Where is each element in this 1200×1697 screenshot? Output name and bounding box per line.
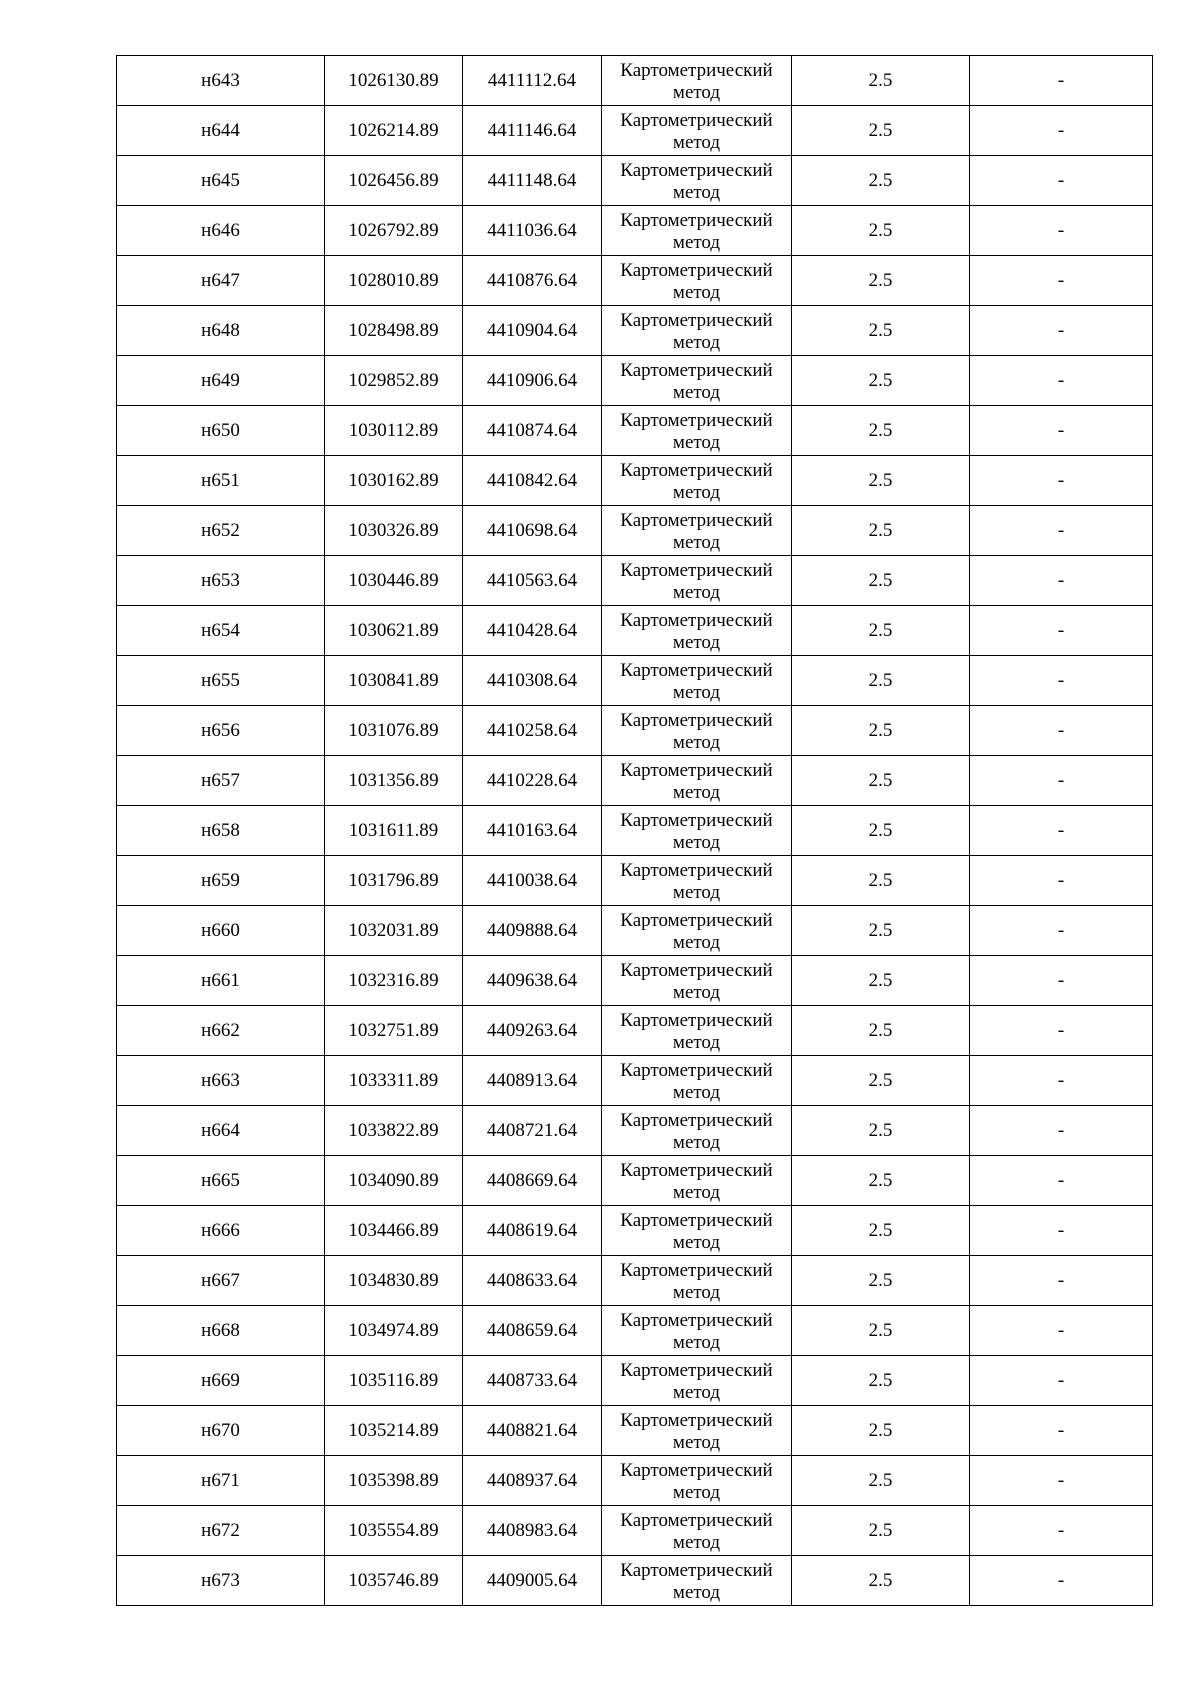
- y-coordinate-cell: 4410904.64: [463, 306, 602, 356]
- table-row: [117, 1156, 1153, 1206]
- x-coordinate-cell: 1035554.89: [325, 1506, 463, 1556]
- method-cell: [602, 1406, 792, 1456]
- method-cell: [602, 806, 792, 856]
- table-row: [117, 206, 1153, 256]
- table-row: [117, 106, 1153, 156]
- method-cell: [602, 756, 792, 806]
- table-row: [117, 556, 1153, 606]
- method-line-1: Картометрический: [620, 1309, 773, 1331]
- y-coordinate-cell: 4410428.64: [463, 606, 602, 656]
- point-name-cell: н650: [117, 406, 325, 456]
- point-name-cell: н668: [117, 1306, 325, 1356]
- table-row: [117, 306, 1153, 356]
- method-line-2: метод: [672, 931, 721, 953]
- x-coordinate-cell: 1030326.89: [325, 506, 463, 556]
- method-line-1: Картометрический: [620, 1009, 773, 1031]
- method-cell: [602, 256, 792, 306]
- method-cell: [602, 356, 792, 406]
- method-line-2: метод: [672, 781, 721, 803]
- y-coordinate-cell: 4408633.64: [463, 1256, 602, 1306]
- method-line-1: Картометрический: [620, 59, 773, 81]
- note-cell: -: [970, 206, 1153, 256]
- method-line-1: Картометрический: [620, 1359, 773, 1381]
- method-line-1: Картометрический: [620, 209, 773, 231]
- point-name-cell: н655: [117, 656, 325, 706]
- point-name-cell: н653: [117, 556, 325, 606]
- method-cell: [602, 706, 792, 756]
- note-cell: -: [970, 406, 1153, 456]
- accuracy-cell: 2.5: [792, 1156, 970, 1206]
- method-line-1: Картометрический: [620, 159, 773, 181]
- point-name-cell: н658: [117, 806, 325, 856]
- accuracy-cell: 2.5: [792, 556, 970, 606]
- method-line-2: метод: [672, 1581, 721, 1603]
- point-name-cell: н669: [117, 1356, 325, 1406]
- x-coordinate-cell: 1032031.89: [325, 906, 463, 956]
- method-cell: [602, 1056, 792, 1106]
- method-cell: [602, 406, 792, 456]
- table-row: [117, 1056, 1153, 1106]
- x-coordinate-cell: 1034090.89: [325, 1156, 463, 1206]
- method-cell: [602, 1206, 792, 1256]
- note-cell: -: [970, 106, 1153, 156]
- x-coordinate-cell: 1026130.89: [325, 56, 463, 106]
- point-name-cell: н649: [117, 356, 325, 406]
- note-cell: -: [970, 156, 1153, 206]
- method-line-2: метод: [672, 731, 721, 753]
- accuracy-cell: 2.5: [792, 156, 970, 206]
- point-name-cell: н660: [117, 906, 325, 956]
- method-cell: [602, 1106, 792, 1156]
- y-coordinate-cell: 4410876.64: [463, 256, 602, 306]
- note-cell: -: [970, 56, 1153, 106]
- x-coordinate-cell: 1034466.89: [325, 1206, 463, 1256]
- table-row: [117, 606, 1153, 656]
- table-row: [117, 56, 1153, 106]
- method-line-2: метод: [672, 481, 721, 503]
- y-coordinate-cell: 4410258.64: [463, 706, 602, 756]
- table-row: [117, 656, 1153, 706]
- note-cell: -: [970, 856, 1153, 906]
- method-line-1: Картометрический: [620, 1409, 773, 1431]
- y-coordinate-cell: 4408983.64: [463, 1506, 602, 1556]
- note-cell: -: [970, 906, 1153, 956]
- method-line-1: Картометрический: [620, 609, 773, 631]
- table-row: [117, 156, 1153, 206]
- method-cell: [602, 956, 792, 1006]
- method-line-1: Картометрический: [620, 1209, 773, 1231]
- accuracy-cell: 2.5: [792, 1456, 970, 1506]
- point-name-cell: н664: [117, 1106, 325, 1156]
- point-name-cell: н665: [117, 1156, 325, 1206]
- table-row: [117, 1256, 1153, 1306]
- method-line-1: Картометрический: [620, 309, 773, 331]
- point-name-cell: н646: [117, 206, 325, 256]
- accuracy-cell: 2.5: [792, 856, 970, 906]
- accuracy-cell: 2.5: [792, 1056, 970, 1106]
- note-cell: -: [970, 1156, 1153, 1206]
- method-line-2: метод: [672, 331, 721, 353]
- accuracy-cell: 2.5: [792, 1506, 970, 1556]
- x-coordinate-cell: 1034974.89: [325, 1306, 463, 1356]
- y-coordinate-cell: 4408913.64: [463, 1056, 602, 1106]
- point-name-cell: н643: [117, 56, 325, 106]
- method-line-2: метод: [672, 431, 721, 453]
- table-row: [117, 856, 1153, 906]
- note-cell: -: [970, 1406, 1153, 1456]
- method-line-1: Картометрический: [620, 259, 773, 281]
- x-coordinate-cell: 1031356.89: [325, 756, 463, 806]
- table-row: [117, 1206, 1153, 1256]
- method-line-2: метод: [672, 1181, 721, 1203]
- x-coordinate-cell: 1033822.89: [325, 1106, 463, 1156]
- table-row: [117, 906, 1153, 956]
- accuracy-cell: 2.5: [792, 806, 970, 856]
- method-line-2: метод: [672, 1431, 721, 1453]
- x-coordinate-cell: 1032316.89: [325, 956, 463, 1006]
- accuracy-cell: 2.5: [792, 106, 970, 156]
- note-cell: -: [970, 656, 1153, 706]
- x-coordinate-cell: 1035746.89: [325, 1556, 463, 1606]
- method-line-2: метод: [672, 1481, 721, 1503]
- accuracy-cell: 2.5: [792, 656, 970, 706]
- method-cell: [602, 456, 792, 506]
- method-line-1: Картометрический: [620, 859, 773, 881]
- accuracy-cell: 2.5: [792, 1256, 970, 1306]
- method-line-1: Картометрический: [620, 1109, 773, 1131]
- point-name-cell: н654: [117, 606, 325, 656]
- note-cell: -: [970, 556, 1153, 606]
- method-line-2: метод: [672, 131, 721, 153]
- method-line-1: Картометрический: [620, 909, 773, 931]
- y-coordinate-cell: 4408721.64: [463, 1106, 602, 1156]
- table-row: [117, 756, 1153, 806]
- method-line-2: метод: [672, 1031, 721, 1053]
- x-coordinate-cell: 1026792.89: [325, 206, 463, 256]
- point-name-cell: н672: [117, 1506, 325, 1556]
- x-coordinate-cell: 1031611.89: [325, 806, 463, 856]
- method-line-2: метод: [672, 581, 721, 603]
- method-cell: [602, 656, 792, 706]
- x-coordinate-cell: 1028498.89: [325, 306, 463, 356]
- x-coordinate-cell: 1032751.89: [325, 1006, 463, 1056]
- coordinates-table-body: [117, 56, 1153, 1606]
- method-cell: [602, 1256, 792, 1306]
- accuracy-cell: 2.5: [792, 1006, 970, 1056]
- point-name-cell: н663: [117, 1056, 325, 1106]
- accuracy-cell: 2.5: [792, 406, 970, 456]
- method-line-2: метод: [672, 831, 721, 853]
- y-coordinate-cell: 4410563.64: [463, 556, 602, 606]
- accuracy-cell: 2.5: [792, 1106, 970, 1156]
- table-row: [117, 1356, 1153, 1406]
- y-coordinate-cell: 4408669.64: [463, 1156, 602, 1206]
- y-coordinate-cell: 4408619.64: [463, 1206, 602, 1256]
- method-line-1: Картометрический: [620, 1159, 773, 1181]
- table-row: [117, 1506, 1153, 1556]
- note-cell: -: [970, 1506, 1153, 1556]
- accuracy-cell: 2.5: [792, 906, 970, 956]
- table-row: [117, 1006, 1153, 1056]
- method-line-1: Картометрический: [620, 1459, 773, 1481]
- method-line-1: Картометрический: [620, 409, 773, 431]
- y-coordinate-cell: 4410874.64: [463, 406, 602, 456]
- method-line-1: Картометрический: [620, 959, 773, 981]
- table-row: [117, 406, 1153, 456]
- accuracy-cell: 2.5: [792, 1406, 970, 1456]
- method-cell: [602, 1156, 792, 1206]
- y-coordinate-cell: 4410038.64: [463, 856, 602, 906]
- point-name-cell: н662: [117, 1006, 325, 1056]
- note-cell: -: [970, 1106, 1153, 1156]
- y-coordinate-cell: 4411148.64: [463, 156, 602, 206]
- x-coordinate-cell: 1030112.89: [325, 406, 463, 456]
- method-cell: [602, 1506, 792, 1556]
- x-coordinate-cell: 1031796.89: [325, 856, 463, 906]
- point-name-cell: н652: [117, 506, 325, 556]
- table-row: [117, 506, 1153, 556]
- method-line-2: метод: [672, 231, 721, 253]
- x-coordinate-cell: 1035398.89: [325, 1456, 463, 1506]
- y-coordinate-cell: 4411036.64: [463, 206, 602, 256]
- y-coordinate-cell: 4408821.64: [463, 1406, 602, 1456]
- y-coordinate-cell: 4409263.64: [463, 1006, 602, 1056]
- note-cell: -: [970, 1006, 1153, 1056]
- y-coordinate-cell: 4411112.64: [463, 56, 602, 106]
- method-line-1: Картометрический: [620, 759, 773, 781]
- y-coordinate-cell: 4410698.64: [463, 506, 602, 556]
- y-coordinate-cell: 4410906.64: [463, 356, 602, 406]
- table-row: [117, 1406, 1153, 1456]
- point-name-cell: н656: [117, 706, 325, 756]
- method-cell: [602, 306, 792, 356]
- x-coordinate-cell: 1031076.89: [325, 706, 463, 756]
- x-coordinate-cell: 1030841.89: [325, 656, 463, 706]
- accuracy-cell: 2.5: [792, 756, 970, 806]
- y-coordinate-cell: 4409888.64: [463, 906, 602, 956]
- accuracy-cell: 2.5: [792, 706, 970, 756]
- y-coordinate-cell: 4410163.64: [463, 806, 602, 856]
- y-coordinate-cell: 4411146.64: [463, 106, 602, 156]
- note-cell: -: [970, 706, 1153, 756]
- note-cell: -: [970, 806, 1153, 856]
- note-cell: -: [970, 1206, 1153, 1256]
- table-row: [117, 1456, 1153, 1506]
- point-name-cell: н671: [117, 1456, 325, 1506]
- method-cell: [602, 1306, 792, 1356]
- table-row: [117, 1556, 1153, 1606]
- accuracy-cell: 2.5: [792, 306, 970, 356]
- note-cell: -: [970, 606, 1153, 656]
- method-cell: [602, 1006, 792, 1056]
- point-name-cell: н647: [117, 256, 325, 306]
- method-line-2: метод: [672, 381, 721, 403]
- method-line-1: Картометрический: [620, 709, 773, 731]
- x-coordinate-cell: 1026214.89: [325, 106, 463, 156]
- y-coordinate-cell: 4408937.64: [463, 1456, 602, 1506]
- method-line-2: метод: [672, 881, 721, 903]
- accuracy-cell: 2.5: [792, 356, 970, 406]
- y-coordinate-cell: 4410842.64: [463, 456, 602, 506]
- method-line-1: Картометрический: [620, 509, 773, 531]
- method-line-1: Картометрический: [620, 1259, 773, 1281]
- y-coordinate-cell: 4410228.64: [463, 756, 602, 806]
- note-cell: -: [970, 956, 1153, 1006]
- method-line-2: метод: [672, 1231, 721, 1253]
- method-line-2: метод: [672, 981, 721, 1003]
- note-cell: -: [970, 356, 1153, 406]
- accuracy-cell: 2.5: [792, 1206, 970, 1256]
- note-cell: -: [970, 1356, 1153, 1406]
- point-name-cell: н644: [117, 106, 325, 156]
- accuracy-cell: 2.5: [792, 256, 970, 306]
- point-name-cell: н666: [117, 1206, 325, 1256]
- x-coordinate-cell: 1035214.89: [325, 1406, 463, 1456]
- accuracy-cell: 2.5: [792, 956, 970, 1006]
- note-cell: -: [970, 306, 1153, 356]
- method-line-2: метод: [672, 181, 721, 203]
- table-row: [117, 1106, 1153, 1156]
- accuracy-cell: 2.5: [792, 1306, 970, 1356]
- accuracy-cell: 2.5: [792, 1356, 970, 1406]
- method-cell: [602, 56, 792, 106]
- x-coordinate-cell: 1026456.89: [325, 156, 463, 206]
- table-row: [117, 956, 1153, 1006]
- note-cell: -: [970, 506, 1153, 556]
- method-line-2: метод: [672, 1281, 721, 1303]
- table-row: [117, 706, 1153, 756]
- method-line-1: Картометрический: [620, 659, 773, 681]
- point-name-cell: н648: [117, 306, 325, 356]
- method-line-1: Картометрический: [620, 1059, 773, 1081]
- method-cell: [602, 1356, 792, 1406]
- note-cell: -: [970, 1256, 1153, 1306]
- method-cell: [602, 506, 792, 556]
- accuracy-cell: 2.5: [792, 606, 970, 656]
- method-cell: [602, 906, 792, 956]
- method-line-2: метод: [672, 81, 721, 103]
- method-cell: [602, 1556, 792, 1606]
- method-cell: [602, 156, 792, 206]
- note-cell: -: [970, 1306, 1153, 1356]
- method-line-2: метод: [672, 681, 721, 703]
- accuracy-cell: 2.5: [792, 56, 970, 106]
- method-line-1: Картометрический: [620, 359, 773, 381]
- method-line-1: Картометрический: [620, 1509, 773, 1531]
- x-coordinate-cell: 1033311.89: [325, 1056, 463, 1106]
- point-name-cell: н651: [117, 456, 325, 506]
- coordinates-table: [116, 55, 1153, 1606]
- table-row: [117, 256, 1153, 306]
- point-name-cell: н645: [117, 156, 325, 206]
- method-line-1: Картометрический: [620, 1559, 773, 1581]
- accuracy-cell: 2.5: [792, 206, 970, 256]
- method-line-2: метод: [672, 1331, 721, 1353]
- x-coordinate-cell: 1028010.89: [325, 256, 463, 306]
- point-name-cell: н657: [117, 756, 325, 806]
- method-cell: [602, 856, 792, 906]
- x-coordinate-cell: 1029852.89: [325, 356, 463, 406]
- method-line-2: метод: [672, 1131, 721, 1153]
- x-coordinate-cell: 1030162.89: [325, 456, 463, 506]
- table-row: [117, 456, 1153, 506]
- table-row: [117, 356, 1153, 406]
- note-cell: -: [970, 256, 1153, 306]
- method-cell: [602, 106, 792, 156]
- y-coordinate-cell: 4409005.64: [463, 1556, 602, 1606]
- accuracy-cell: 2.5: [792, 456, 970, 506]
- accuracy-cell: 2.5: [792, 1556, 970, 1606]
- note-cell: -: [970, 1556, 1153, 1606]
- point-name-cell: н659: [117, 856, 325, 906]
- method-cell: [602, 1456, 792, 1506]
- y-coordinate-cell: 4408733.64: [463, 1356, 602, 1406]
- note-cell: -: [970, 756, 1153, 806]
- method-line-1: Картометрический: [620, 109, 773, 131]
- method-cell: [602, 556, 792, 606]
- method-line-2: метод: [672, 281, 721, 303]
- method-cell: [602, 606, 792, 656]
- method-line-2: метод: [672, 1381, 721, 1403]
- method-line-2: метод: [672, 1531, 721, 1553]
- point-name-cell: н661: [117, 956, 325, 1006]
- method-line-2: метод: [672, 1081, 721, 1103]
- table-row: [117, 1306, 1153, 1356]
- method-line-1: Картометрический: [620, 809, 773, 831]
- method-line-2: метод: [672, 631, 721, 653]
- x-coordinate-cell: 1030446.89: [325, 556, 463, 606]
- method-line-2: метод: [672, 531, 721, 553]
- y-coordinate-cell: 4408659.64: [463, 1306, 602, 1356]
- x-coordinate-cell: 1034830.89: [325, 1256, 463, 1306]
- point-name-cell: н673: [117, 1556, 325, 1606]
- y-coordinate-cell: 4410308.64: [463, 656, 602, 706]
- method-line-1: Картометрический: [620, 459, 773, 481]
- x-coordinate-cell: 1030621.89: [325, 606, 463, 656]
- table-row: [117, 806, 1153, 856]
- point-name-cell: н670: [117, 1406, 325, 1456]
- y-coordinate-cell: 4409638.64: [463, 956, 602, 1006]
- note-cell: -: [970, 456, 1153, 506]
- point-name-cell: н667: [117, 1256, 325, 1306]
- note-cell: -: [970, 1456, 1153, 1506]
- accuracy-cell: 2.5: [792, 506, 970, 556]
- method-cell: [602, 206, 792, 256]
- note-cell: -: [970, 1056, 1153, 1106]
- method-line-1: Картометрический: [620, 559, 773, 581]
- x-coordinate-cell: 1035116.89: [325, 1356, 463, 1406]
